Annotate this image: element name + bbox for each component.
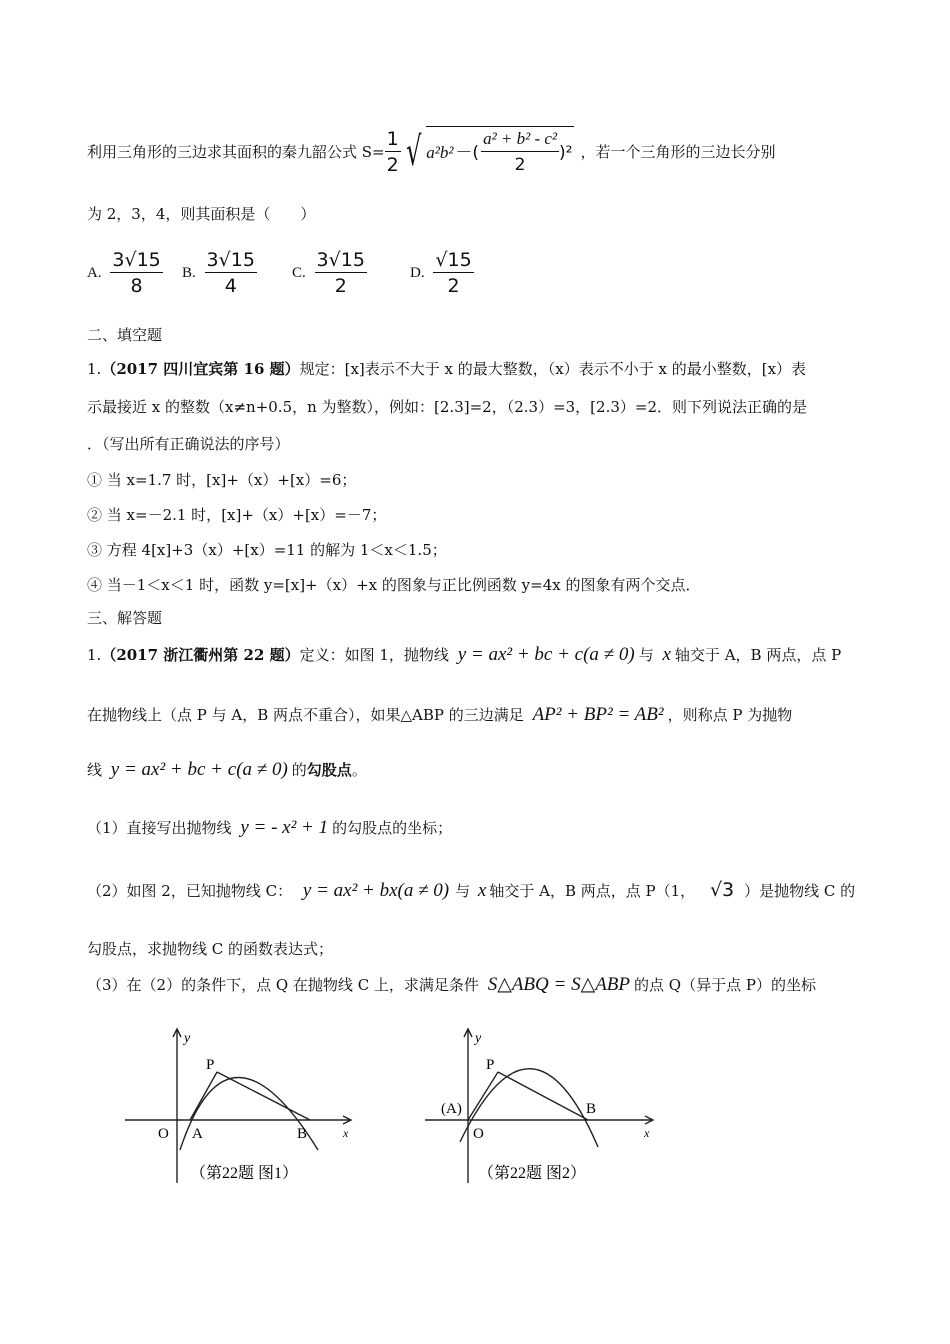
figure-1: [120, 1025, 370, 1195]
q0-text-pre: 利用三角形的三边求其面积的秦九韶公式 S=: [87, 143, 385, 161]
inner-fraction: $\frac{\text{a² + b² - c²}}{2}$: [483, 129, 558, 175]
s3-part1: （1）直接写出抛物线 y = - x² + 1 的勾股点的坐标；: [87, 817, 453, 838]
eq-parabola: y = ax² + bc + c(a ≠ 0): [457, 644, 635, 665]
segment-pa: [190, 1072, 217, 1120]
figure-2: [420, 1025, 670, 1195]
radicand: a²b² －( $\frac{\text{a² + b² - c²}}{2}$ )²: [426, 126, 574, 178]
s2-q1-line3: ．（写出所有正确说法的序号）: [87, 435, 290, 453]
eq-p1: y = - x² + 1: [240, 817, 329, 838]
half-fraction: $\frac{1}{2}$: [386, 127, 399, 176]
label-b: B: [586, 1101, 597, 1117]
segment-pb: [498, 1072, 588, 1120]
label-x: x: [644, 1126, 650, 1140]
label-a: A: [192, 1126, 203, 1142]
s2-item-4: ④ 当－1＜x＜1 时，函数 y=[x]+（x）+x 的图象与正比例函数 y=4x 的图象有两个交点．: [87, 576, 701, 594]
option-c[interactable]: C. $\frac{3√15}{2}$: [292, 249, 365, 297]
s2-item-2: ② 当 x=－2.1 时，[x]+（x）+[x）=－7；: [87, 506, 387, 524]
segment-pb: [217, 1072, 310, 1120]
eq-p3: S△ABQ = S△ABP: [487, 974, 631, 995]
label-p: P: [486, 1057, 495, 1073]
sqrt-3: √3: [709, 879, 735, 901]
s2-q1-line1: 1.（2017 四川宜宾第 16 题）规定：[x]表示不大于 x 的最大整数，（x）表示不小于 x 的最小整数，[x）表: [87, 360, 807, 378]
option-d[interactable]: D. $\frac{√15}{2}$: [410, 249, 472, 297]
label-o: O: [158, 1126, 169, 1142]
s3-part2-line2: 勾股点，求抛物线 C 的函数表达式；: [87, 940, 334, 958]
section2-title: 二、填空题: [87, 326, 163, 344]
label-b: B: [297, 1126, 308, 1142]
label-y: y: [184, 1031, 191, 1046]
s3-part2: （2）如图 2，已知抛物线 C： y = ax² + bx(a ≠ 0) 与 x 轴交于 A，B 两点，点 P（1， √3 ）是抛物线 C 的: [87, 879, 856, 901]
s3-q1-line3: 线 y = ax² + bc + c(a ≠ 0) 的勾股点。: [87, 759, 367, 780]
section3-title: 三、解答题: [87, 609, 163, 627]
s3-q1-line2: 在抛物线上（点 P 与 A，B 两点不重合），如果△ABP 的三边满足 AP² + BP² = AB² ，则称点 P 为抛物: [87, 704, 793, 725]
q0-text-post: ，若一个三角形的三边长分别: [580, 143, 776, 161]
label-x: x: [343, 1126, 349, 1140]
s2-q1-line2: 示最接近 x 的整数（x≠n+0.5，n 为整数），例如：[2.3]=2，（2.3）=3，[2.3）=2．则下列说法正确的是: [87, 398, 807, 416]
option-a[interactable]: A. $\frac{3√15}{8}$: [87, 249, 161, 297]
segment-pa: [468, 1072, 498, 1120]
figure-1-caption: （第22题 图1）: [190, 1165, 299, 1182]
label-o: O: [473, 1126, 484, 1142]
label-y: y: [475, 1031, 482, 1046]
s3-q1-line1: 1.（2017 浙江衢州第 22 题）定义：如图 1，抛物线 y = ax² + bc + c(a ≠ 0) 与 x 轴交于 A，B 两点，点 P: [87, 644, 842, 665]
eq-pythagoras: AP² + BP² = AB²: [532, 704, 664, 725]
label-p: P: [206, 1057, 215, 1073]
eq-parabola-2: y = ax² + bc + c(a ≠ 0): [110, 759, 288, 780]
q0-line1: [87, 122, 776, 182]
s2-item-3: ③ 方程 4[x]+3（x）+[x）=11 的解为 1＜x＜1.5；: [87, 541, 447, 559]
eq-p2: y = ax² + bx(a ≠ 0): [302, 880, 450, 901]
radical-sign: √: [405, 129, 422, 175]
s3-part3: （3）在（2）的条件下，点 Q 在抛物线 C 上，求满足条件 S△ABQ = S△ABP 的点 Q（异于点 P）的坐标: [87, 974, 816, 995]
option-b[interactable]: B. $\frac{3√15}{4}$: [182, 249, 255, 297]
figure-2-caption: （第22题 图2）: [478, 1165, 587, 1182]
q0-line2: 为 2，3，4，则其面积是（ ）: [87, 205, 316, 223]
label-a: (A): [441, 1101, 462, 1117]
s2-item-1: ① 当 x=1.7 时，[x]+（x）+[x）=6；: [87, 471, 357, 489]
